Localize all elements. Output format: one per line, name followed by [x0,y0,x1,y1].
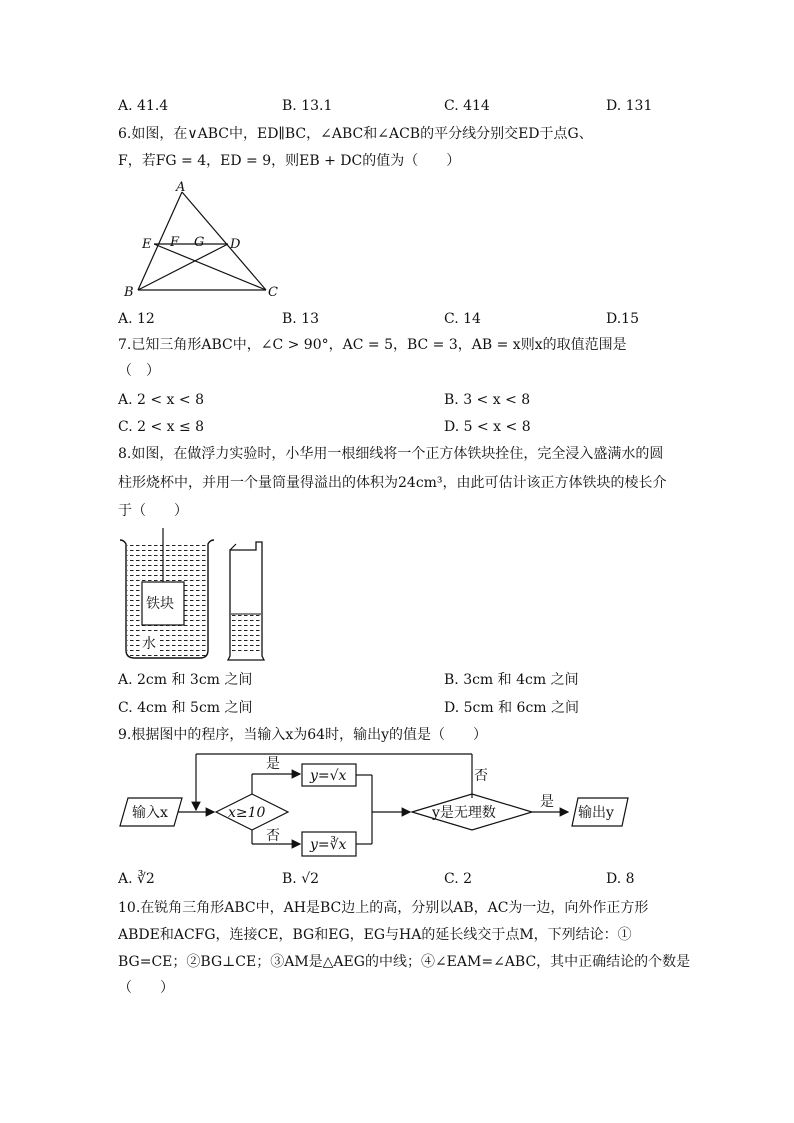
q9-option-d: D. 8 [606,871,635,887]
q9-condition-label: x≥10 [228,805,266,821]
q6-stem-line2: F，若FG = 4，ED = 9，则EB + DC的值为（ ） [118,153,461,169]
q9-sqrt-box: y=√x [310,768,347,784]
q6-label-f: F [170,235,180,250]
q5-option-c: C. 414 [444,98,490,114]
q8-option-d: D. 5cm 和 6cm 之间 [444,700,580,716]
q9-option-b: B. √2 [282,871,320,887]
q6-label-e: E [142,237,152,252]
q7-option-b: B. 3 < x < 8 [444,392,531,408]
q10-stem-line1: 10.在锐角三角形ABC中，AH是BC边上的高，分别以AB，AC为一边，向外作正方形 [118,900,649,916]
q9-yes-label: 是 [266,756,280,772]
q10-stem-line3: BG=CE；②BG⊥CE；③AM是△AEG的中线；④∠EAM=∠ABC，其中正确结论的个数是 [118,954,691,970]
q5-option-a: A. 41.4 [118,98,169,114]
q7-option-c: C. 2 < x ≤ 8 [118,419,205,435]
q9-irrational-label: y是无理数 [432,805,496,821]
q10-stem-line4: （ ） [118,980,174,996]
q7-stem-line1: 7.已知三角形ABC中，∠C > 90°，AC = 5，BC = 3，AB = x则x的取值范围是 [118,337,627,353]
q8-stem-line3: 于（ ） [118,503,188,519]
q6-label-a: A [176,180,186,195]
q7-stem-line2: （ ） [118,363,160,379]
q5-option-b: B. 13.1 [282,98,333,114]
q8-water-label: 水 [142,636,156,652]
q6-option-c: C. 14 [444,311,481,327]
q8-stem-line1: 8.如图，在做浮力实验时，小华用一根细线将一个正方体铁块拴住，完全浸入盛满水的圆 [118,446,664,462]
q7-option-a: A. 2 < x < 8 [118,392,204,408]
q8-option-c: C. 4cm 和 5cm 之间 [118,700,253,716]
q9-stem-line1: 9.根据图中的程序，当输入x为64时，输出y的值是（ ） [118,727,487,743]
q9-yes2-label: 是 [540,794,554,810]
q8-stem-line2: 柱形烧杯中，并用一个量筒量得溢出的体积为24cm³，由此可估计该正方体铁块的棱长介 [118,475,667,491]
q6-label-d: D [230,237,241,252]
q9-option-c: C. 2 [444,871,473,887]
q9-option-a: A. ∛2 [118,871,155,887]
q9-no2-label: 否 [474,768,488,784]
q6-option-a: A. 12 [118,311,155,327]
q9-output-label: 输出y [578,805,614,821]
q10-stem-line2: ABDE和ACFG，连接CE，BG和EG，EG与HA的延长线交于点M，下列结论：① [118,927,632,943]
q7-option-d: D. 5 < x < 8 [444,419,531,435]
q6-option-b: B. 13 [282,311,320,327]
q6-stem-line1: 6.如图，在∨ABC中，ED∥BC，∠ABC和∠ACB的平分线分别交ED于点G、 [118,126,593,142]
q6-label-b: B [124,285,134,300]
q5-option-d: D. 131 [606,98,653,114]
q6-label-g: G [194,235,205,250]
q8-block-label: 铁块 [146,596,174,612]
q9-no-label: 否 [266,828,280,844]
q6-triangle-figure [118,178,288,300]
q9-flowchart [116,750,636,862]
q8-beaker-figure [118,528,268,664]
q9-cbrt-box: y=∛x [310,837,347,853]
q6-option-d: D.15 [606,311,639,327]
q6-label-c: C [268,285,278,300]
q8-option-a: A. 2cm 和 3cm 之间 [118,672,253,688]
q9-input-label: 输入x [132,805,168,821]
q8-option-b: B. 3cm 和 4cm 之间 [444,672,579,688]
